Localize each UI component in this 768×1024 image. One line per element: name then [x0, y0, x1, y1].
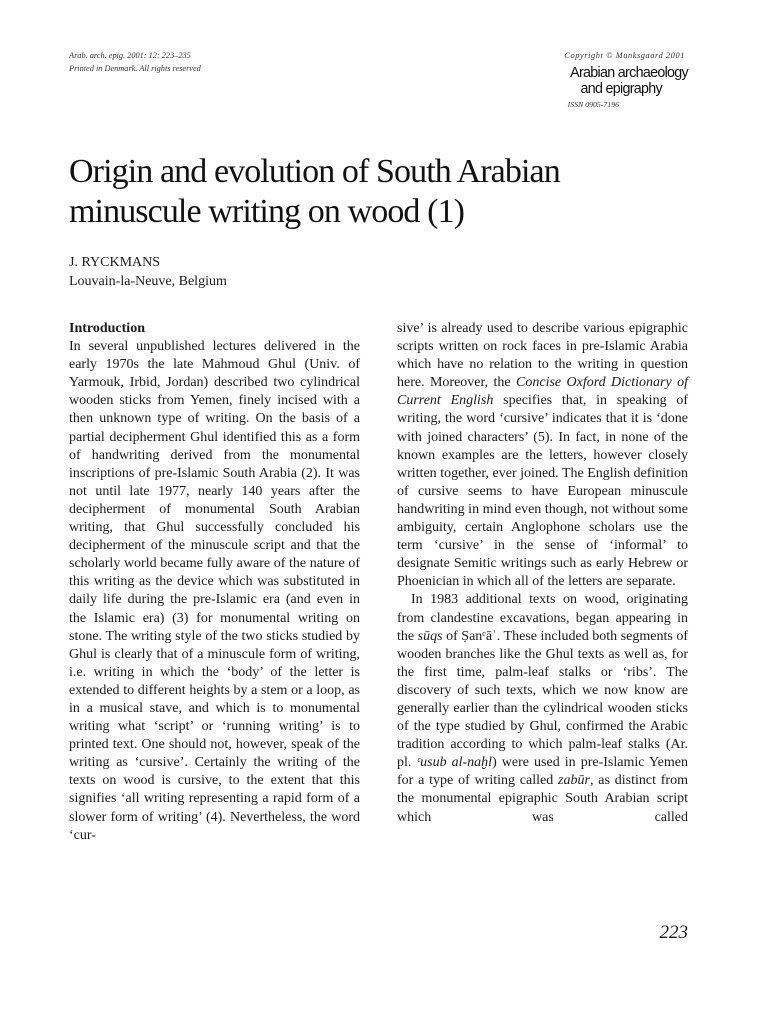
text-run: specifies that, in speaking of writing, the word ‘cursive’ indicates that it is ‘done with joined characters’ (5). In fact, in none of the known examples are the letters, however closely written together, ever joined. The English definition of cursive seems to have European minuscule handwriting in mind even though, not without some ambiguity, certain Anglophone scholars use the term ‘cursive’ in the sense of ‘informal’ to designate Semitic writings such as early Hebrew or Phoenician in which all of the letters are separate. [397, 393, 688, 590]
journal-citation-block [69, 50, 201, 75]
term-suqs: sūqs [417, 628, 443, 644]
right-column [397, 320, 688, 827]
text-run: , as distinct from the monumental epigraphic South Arabian script which was called [397, 773, 688, 825]
left-paragraph: In several unpublished lectures delivered in the early 1970s the late Mahmoud Ghul (Univ. of Yarmouk, Irbid, Jordan) described two cylindrical wooden sticks from Yemen, finely incised with a then unknown type of writing. On the basis of a partial decipherment Ghul identified this as a form of handwriting derived from the monumental inscriptions of pre-Islamic South Arabia (2). It was not until late 1977, nearly 140 years after the decipherment of monumental South Arabian writing, that Ghul successfully concluded his decipherment of the minuscule script and that the scholarly world became fully aware of the nature of this writing as the device which was substituted in daily life during the pre-Islamic era (and even in the Islamic era) (3) for monumental writing on stone. The writing style of the two sticks studied by Ghul is clearly that of a minuscule form of writing, i.e. writing in which the ‘body’ of the letter is extended to different heights by a stem or a loop, as in a musical stave, and which is to monumental writing what ‘script’ or ‘running writing’ is to printed text. One should not, however, speak of the writing as ‘cursive’. Certainly the writing of the texts on wood is cursive, to the extent that this signifies ‘all writing representing a rapid form of a slower form of writing’ (4). Nevertheless, the word ‘cur- [69, 339, 360, 843]
text-run: sive’ is already used to describe various epigraphic scripts written on rock faces in pre-Islamic Arabia which have no relation to the writing in question here. Moreover, the [397, 321, 688, 391]
page-number: 223 [659, 922, 688, 943]
journal-name-line1: Arabian archaeology [570, 65, 688, 81]
right-paragraph-1 [397, 320, 688, 591]
term-usub: ᶜusub al-naḫl [416, 755, 493, 771]
article-title [69, 152, 709, 232]
left-column [69, 320, 360, 845]
text-run: ) were used in pre-Islamic Yemen for a type of writing called [397, 755, 689, 789]
copyright-line: Copyright © Munksgaard 2001 [564, 51, 685, 60]
right-paragraph-2 [397, 591, 688, 826]
author-block [69, 253, 227, 291]
dictionary-title: Concise Oxford Dictionary of Current English [397, 375, 688, 409]
text-run: of Ṣanᶜāʾ. These included both segments of wooden branches like the Ghul texts as well as, for the first time, palm-leaf stalks or ‘ribs’. The discovery of such texts, which we now know are generally earlier than the cylindrical wooden sticks of the type studied by Ghul, confirmed the Arabic tradition according to which palm-leaf stalks (Ar. pl. [397, 628, 688, 771]
printed-line: Printed in Denmark. All rights reserved [69, 63, 201, 73]
issn-line: ISSN 0905-7196 [567, 100, 619, 109]
journal-name [488, 65, 688, 97]
journal-masthead [488, 50, 688, 110]
title-line1: Origin and evolution of South Arabian [69, 153, 560, 190]
journal-name-line2: and epigraphy [580, 81, 662, 97]
section-heading: Introduction [69, 321, 145, 336]
author-affiliation: Louvain-la-Neuve, Belgium [69, 274, 227, 289]
text-run: In 1983 additional texts on wood, originating from clandestine excavations, began appearing in the [397, 592, 688, 644]
citation-line: Arab. arch. epig. 2001: 12: 223–235 [69, 51, 191, 60]
title-line2: minuscule writing on wood (1) [69, 193, 465, 230]
term-zabur: zabūr [558, 773, 590, 789]
author-name: J. RYCKMANS [69, 255, 161, 270]
